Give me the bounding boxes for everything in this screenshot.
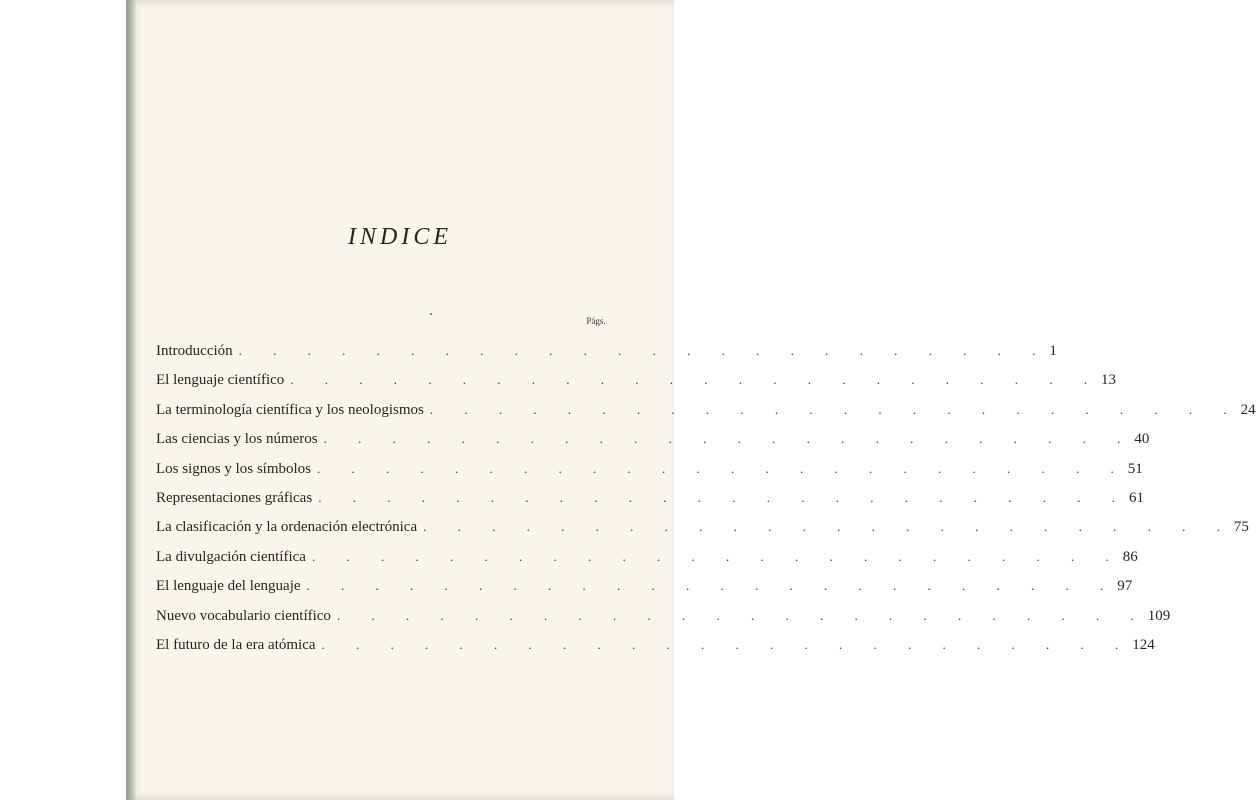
toc-entry-page: 86 [1122, 548, 1138, 565]
toc-entry [156, 454, 1143, 483]
toc-entry-title: El lenguaje del lenguaje [156, 578, 301, 595]
dot-leader: . . . . . . . . . . . . . . . . . . . . . . . . [423, 519, 1234, 535]
dot-leader: . . . . . . . . . . . . . . . . . . . . . . . . [317, 460, 1128, 476]
toc-entry-title: Representaciones gráficas [156, 489, 313, 506]
index-title: INDICE [348, 224, 452, 250]
paper-speck [430, 313, 432, 315]
dot-leader: . . . . . . . . . . . . . . . . . . . . . . . . [336, 607, 1148, 623]
page-spine-shadow [126, 0, 136, 800]
toc-entry-page: 97 [1117, 578, 1133, 595]
toc-entry [156, 601, 1171, 630]
toc-entry [156, 483, 1144, 512]
toc-entry [156, 542, 1138, 571]
pages-column-header: Págs. [586, 316, 606, 326]
toc-entry-title: La divulgación científica [156, 548, 306, 565]
dot-leader: . . . . . . . . . . . . . . . . . . . . . . . . [318, 489, 1129, 505]
toc-entry [156, 512, 1249, 541]
toc-entry-title: Los signos y los símbolos [156, 460, 312, 477]
toc-entry-title: El futuro de la era atómica [156, 636, 316, 653]
toc-entry [156, 395, 1256, 424]
toc-entry-title: El lenguaje científico [156, 372, 285, 389]
toc-entry-page: 40 [1134, 431, 1150, 448]
toc-entry [156, 424, 1150, 453]
toc-entry [156, 630, 1155, 659]
toc-entry [156, 571, 1133, 600]
toc-entry-page: 109 [1147, 607, 1171, 624]
dot-leader: . . . . . . . . . . . . . . . . . . . . . . . . [429, 401, 1241, 417]
dot-leader: . . . . . . . . . . . . . . . . . . . . . . . . [311, 548, 1123, 564]
toc-entry-page: 75 [1233, 519, 1249, 536]
dot-leader: . . . . . . . . . . . . . . . . . . . . . . . . [321, 636, 1133, 652]
dot-leader: . . . . . . . . . . . . . . . . . . . . . . . . [290, 372, 1102, 388]
toc-entry-page: 51 [1127, 460, 1143, 477]
toc-entry-page: 124 [1132, 636, 1155, 653]
toc-entry-page: 13 [1101, 372, 1117, 389]
toc-entry-title: La terminología científica y los neologismos [156, 401, 424, 418]
toc-entry [156, 336, 1057, 365]
toc-entry-title: Las ciencias y los números [156, 431, 318, 448]
dot-leader: . . . . . . . . . . . . . . . . . . . . . . . . [323, 431, 1135, 447]
toc-entry-title: La clasificación y la ordenación electrónica [156, 519, 418, 536]
toc-entry-title: Introducción [156, 343, 233, 359]
dot-leader: . . . . . . . . . . . . . . . . . . . . . . . . [306, 578, 1118, 594]
toc-entry-page: 24 [1240, 401, 1256, 418]
toc-entry-page: 61 [1128, 489, 1144, 506]
toc-entry-page: 1 [1049, 343, 1057, 359]
toc-entry [156, 365, 1117, 394]
table-of-contents [156, 336, 1256, 659]
toc-entry-title: Nuevo vocabulario científico [156, 607, 331, 624]
dot-leader: . . . . . . . . . . . . . . . . . . . . . . . . [238, 343, 1050, 358]
